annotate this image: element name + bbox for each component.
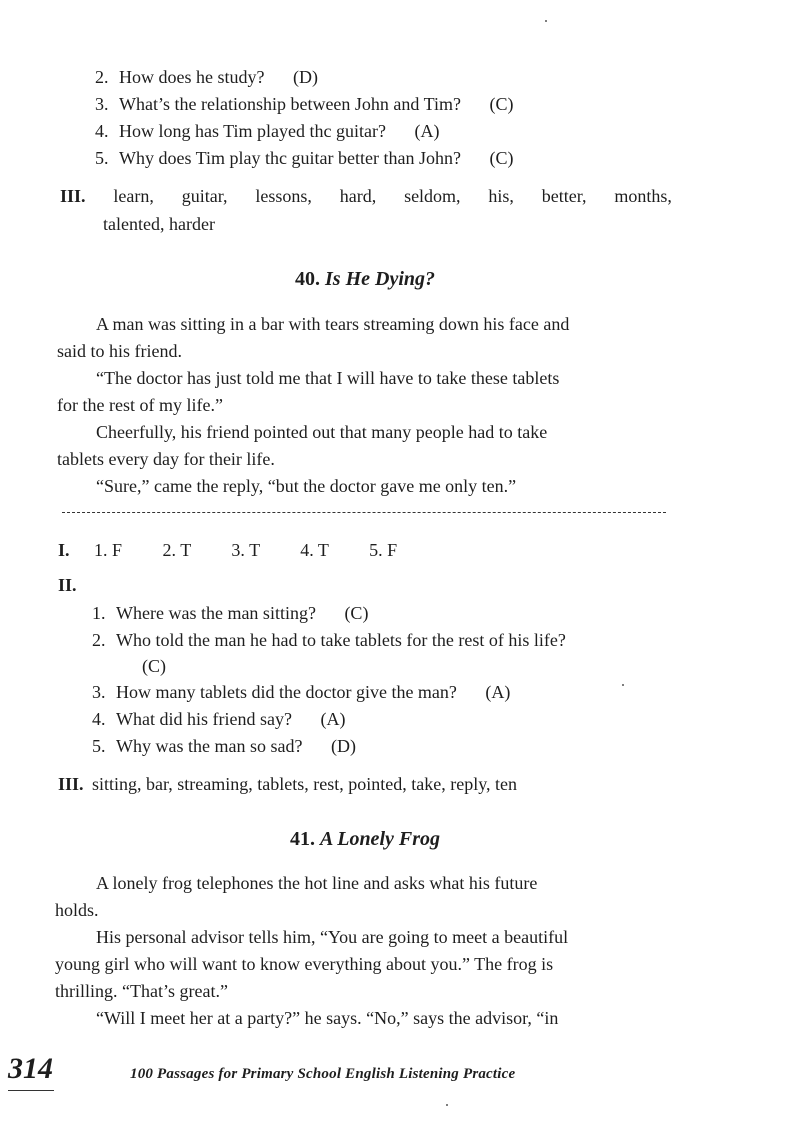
question-number: 4. [95,121,109,141]
keyword: months, [614,186,672,206]
section-iii-top-line2: talented, harder [103,214,215,234]
question-answer: (A) [320,709,346,729]
story-40-heading [0,266,730,292]
section-label: III. [60,186,86,206]
dashed-separator [62,512,666,513]
story-line: thrilling. “That’s great.” [55,981,228,1001]
question-answer: (A) [414,121,440,141]
scan-speck [545,20,547,22]
question-answer: (A) [485,682,511,702]
question-number: 2. [92,630,106,650]
question-item [95,92,513,116]
story-line: Cheerfully, his friend pointed out that many people had to take [96,422,548,442]
question-item [92,680,510,704]
section-iii-top [60,184,672,208]
keyword-list: sitting, bar, streaming, tablets, rest, pointed, take, reply, ten [92,774,518,794]
keyword: lessons, [255,186,312,206]
question-answer: (C) [142,656,166,676]
story-number: 41. [289,828,315,850]
question-number: 1. [92,603,106,623]
question-item [92,601,368,625]
keyword: seldom, [404,186,461,206]
question-number: 2. [95,67,109,87]
question-number: 4. [92,709,106,729]
keyword: better, [541,186,587,206]
story-line: said to his friend. [57,341,182,361]
story-line: young girl who will want to know everything about you.” The frog is [55,954,554,974]
question-number: 3. [95,94,109,114]
question-item [95,146,513,170]
story-line: tablets every day for their life. [57,449,275,469]
story-line: A man was sitting in a bar with tears streaming down his face and [96,314,570,334]
question-text: How many tablets did the doctor give the man? [116,682,457,702]
book-title: 100 Passages for Primary School English Listening Practice [130,1066,516,1082]
story-line: “Will I meet her at a party?” he says. “No,” says the advisor, “in [96,1008,559,1028]
scan-speck [446,1104,448,1106]
question-text: Why was the man so sad? [116,736,303,756]
story-line: His personal advisor tells him, “You are going to meet a beautiful [96,927,569,947]
page-number-underline [8,1090,54,1091]
section-label: I. [58,540,70,560]
question-number: 5. [95,148,109,168]
page-number: 314 [8,1052,53,1085]
keyword: guitar, [181,186,228,206]
question-text: What’s the relationship between John and Tim? [119,94,461,114]
question-text: How long has Tim played thc guitar? [119,121,386,141]
answer-item: 4. T [300,540,329,560]
keyword: hard, [339,186,377,206]
answer-item: 2. T [162,540,191,560]
question-text: Who told the man he had to take tablets for the rest of his life? [116,630,566,650]
question-number: 3. [92,682,106,702]
keyword: his, [488,186,514,206]
scan-speck [622,684,624,686]
section-label: II. [58,575,77,595]
keyword: learn, [113,186,154,206]
section-label: III. [58,774,84,794]
story-title: A Lonely Frog [319,828,440,850]
question-number: 5. [92,736,106,756]
question-item [92,734,356,758]
story-line: “Sure,” came the reply, “but the doctor gave me only ten.” [96,476,517,496]
answer-item: 3. T [231,540,260,560]
answers-i [58,538,397,562]
answer-item: 1. F [94,540,123,560]
story-number: 40. [295,268,320,290]
question-item [92,628,566,652]
question-answer: (C) [489,94,514,114]
answer-item: 5. F [369,540,398,560]
story-line: A lonely frog telephones the hot line and asks what his future [96,873,538,893]
question-answer: (C) [489,148,514,168]
question-text: How does he study? [119,67,265,87]
question-item [92,707,345,731]
question-text: What did his friend say? [116,709,292,729]
story-line: holds. [55,900,99,920]
question-answer: (D) [292,67,318,87]
story-line: “The doctor has just told me that I will have to take these tablets [96,368,560,388]
question-answer: (D) [330,736,356,756]
question-answer: (C) [344,603,369,623]
question-item [95,65,318,89]
story-title: Is He Dying? [325,268,435,290]
story-line: for the rest of my life.” [57,395,223,415]
question-text: Why does Tim play thc guitar better than John? [119,148,461,168]
story-41-heading [0,826,730,852]
question-item [95,119,439,143]
answers-iii [58,772,517,796]
question-text: Where was the man sitting? [116,603,316,623]
